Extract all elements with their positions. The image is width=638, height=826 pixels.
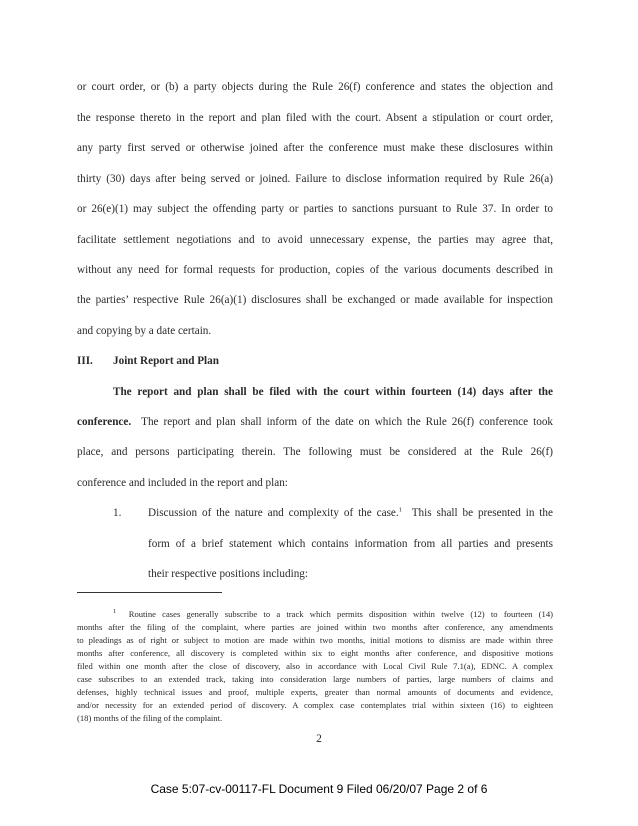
footnote-line: months after conference, all discovery is completed within six to eight months after conference, and dispositive motions <box>77 648 553 658</box>
footnote-line <box>77 609 553 619</box>
page-number: 2 <box>316 733 322 745</box>
body-line: the response thereto in the report and plan filed with the court. Absent a stipulation or court order, <box>77 112 553 124</box>
footnote-divider <box>77 592 222 593</box>
footnote-line: filed within one month after the close of discovery, also in accordance with Local Civil Rule 7.1(a), EDNC. A complex <box>77 661 553 671</box>
section-heading-number: III. <box>77 355 93 367</box>
body-line: facilitate settlement negotiations and to avoid unnecessary expense, the parties may agree that, <box>77 234 553 246</box>
body-line: the parties’ respective Rule 26(a)(1) disclosures shall be exchanged or made available for inspection <box>77 294 553 306</box>
footnote-line: to pleadings as of right or subject to motion are made within two months, initial motions to dismiss are made within three <box>77 635 553 645</box>
list-item-text: This shall be presented in the <box>411 507 553 519</box>
section-heading-title: Joint Report and Plan <box>113 355 219 367</box>
list-item-number: 1. <box>113 507 122 519</box>
footnote-line: defenses, highly technical issues and proof, multiple experts, greater than normal amounts of documents and evidence, <box>77 687 553 697</box>
list-item-line <box>148 507 553 519</box>
body-line <box>77 416 553 428</box>
footnote-text: Routine cases generally subscribe to a track which permits disposition within twelve (12) to fourteen (14) <box>128 609 553 619</box>
footnote-line: case subscribes to an extended track, taking into consideration large numbers of parties, large numbers of claims and <box>77 674 553 684</box>
footnote-line: and/or necessity for an extended period of discovery. A complex case contemplates trial within sixteen (16) to eighteen <box>77 700 553 710</box>
body-text: The report and plan shall inform of the date on which the Rule 26(f) conference took <box>141 416 554 428</box>
footnote-reference: 1 <box>398 506 402 514</box>
body-line: conference and included in the report and plan: <box>77 477 288 489</box>
body-line-bold: The report and plan shall be filed with the court within fourteen (14) days after the <box>113 386 553 398</box>
footnote-mark: 1 <box>113 608 117 616</box>
list-item-text: Discussion of the nature and complexity of the case. <box>148 507 399 519</box>
list-item-line: their respective positions including: <box>148 568 309 580</box>
body-line: thirty (30) days after being served or joined. Failure to disclose information required by Rule 26(a) <box>77 173 553 185</box>
list-item-line: form of a brief statement which contains information from all parties and presents <box>148 538 553 550</box>
body-line: or court order, or (b) a party objects during the Rule 26(f) conference and states the objection and <box>77 81 553 93</box>
footnote-line: (18) months of the filing of the complaint. <box>77 713 223 723</box>
body-line: without any need for formal requests for production, copies of the various documents described in <box>77 264 553 276</box>
body-line: and copying by a date certain. <box>77 325 212 337</box>
body-line: or 26(e)(1) may subject the offending party or parties to sanctions pursuant to Rule 37. In order to <box>77 203 553 215</box>
footnote-line: months after the filing of the complaint, where parties are joined within two months after conference, any amendments <box>77 622 553 632</box>
case-stamp: Case 5:07-cv-00117-FL Document 9 Filed 06/20/07 Page 2 of 6 <box>150 782 488 796</box>
body-line: any party first served or otherwise joined after the conference must make these disclosures within <box>77 142 553 154</box>
bold-term: conference. <box>77 416 132 428</box>
body-line: place, and persons participating therein. The following must be considered at the Rule 26(f) <box>77 446 553 458</box>
